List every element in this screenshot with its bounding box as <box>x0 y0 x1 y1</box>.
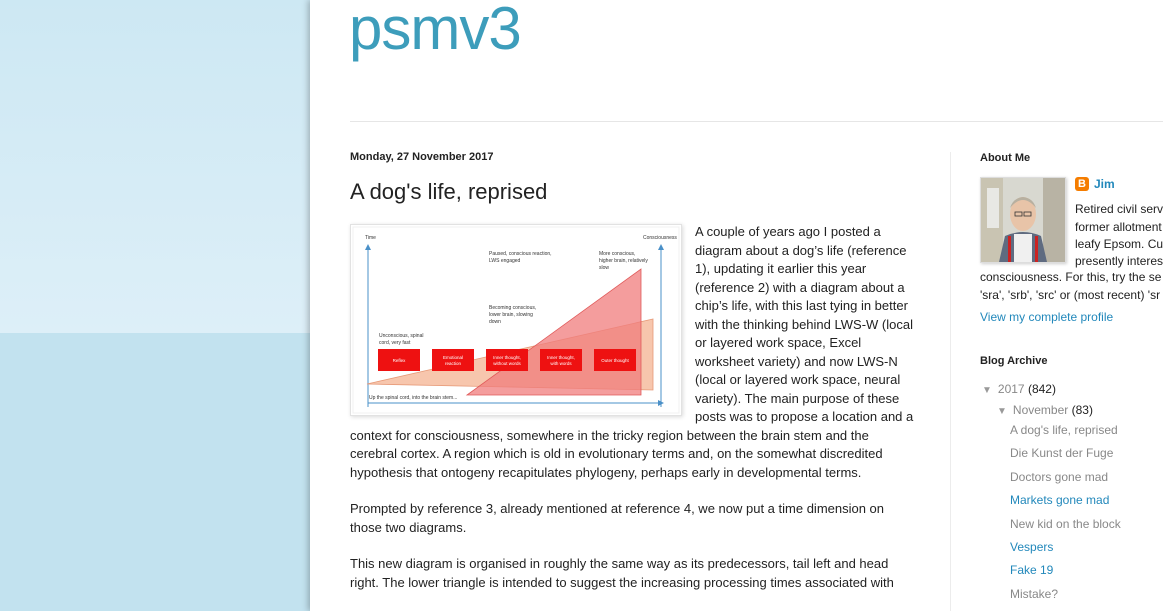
column-divider <box>950 152 951 611</box>
profile-name-link[interactable]: Jim <box>1094 177 1115 191</box>
profile-bio-line: consciousness. For this, try the se <box>980 270 1162 284</box>
unconscious-line1: Unconscious, spinal <box>379 333 424 339</box>
archive-month-link[interactable]: November <box>1012 403 1069 417</box>
becoming-line2: lower brain, slowing <box>489 312 533 318</box>
profile-bio-line: 'sra', 'srb', 'src' or (most recent) 'sr <box>980 288 1161 302</box>
post-date: Monday, 27 November 2017 <box>350 151 494 163</box>
post-title[interactable]: A dog's life, reprised <box>350 179 548 204</box>
archive-post-link[interactable]: Markets gone mad <box>1010 493 1110 507</box>
collapse-triangle-icon[interactable]: ▼ <box>997 406 1007 417</box>
profile-bio-line: Retired civil serv <box>1075 202 1163 216</box>
time-label: Time <box>365 235 376 241</box>
post-paragraph: This new diagram is organised in roughly the same way as its predecessors, tail left and head right. The lower triangle is intended to suggest the increasing processing times associated with <box>350 556 894 590</box>
archive-month-row <box>997 403 1093 417</box>
box-inner-without-line2: without words <box>493 361 521 366</box>
box-inner-without-line1: Inner thought, <box>493 355 521 360</box>
unconscious-line2: cord, very fast <box>379 340 411 346</box>
paused-label-line2: LWS engaged <box>489 258 521 264</box>
blog-archive-heading: Blog Archive <box>980 355 1048 367</box>
profile-bio-line: leafy Epsom. Cu <box>1075 237 1163 251</box>
more-conscious-line2: higher brain, relatively <box>599 258 648 264</box>
post-paragraph: Prompted by reference 3, already mentioned at reference 4, we now put a time dimension on those two diagrams. <box>350 501 885 535</box>
box-inner-thought-with <box>540 349 582 371</box>
consciousness-label: Consciousness <box>643 235 677 241</box>
header-divider <box>350 121 1163 122</box>
box-emotional <box>432 349 474 371</box>
becoming-line3: down <box>489 319 501 325</box>
box-inner-thought-without <box>486 349 528 371</box>
paused-label-line1: Paused, conscious reaction, <box>489 251 552 257</box>
box-inner-with-line1: Inner thought, <box>547 355 575 360</box>
more-conscious-line3: slow <box>599 265 610 271</box>
box-outer-label: Outer thought <box>601 358 629 363</box>
diagram-image[interactable] <box>350 224 682 416</box>
more-conscious-line1: More conscious, <box>599 251 636 257</box>
dogs-life-diagram <box>351 225 681 415</box>
post-paragraph: A couple of years ago I posted a diagram about a dog’s life (reference 1), updating it earlier this year (reference 2) with a diagram about a chip’s life, with this last tying in better with the thinking behind LWS-W (local or layered work space, Excel worksheet variety) and now LWS-N (local or layered work space, neural variety). The main purpose of these posts was to propose a location and a context for consciousness, somewhere in the tricky region between the brain stem and the cerebral cortex. A region which is old in evolutionary terms and, on the somewhat discredited hypothesis that ontogeny recapitulates phylogeny, perhaps early in developmental terms. <box>350 224 914 480</box>
archive-post-link[interactable]: New kid on the block <box>1010 517 1121 531</box>
box-emotional-line1: Emotional <box>442 355 464 360</box>
box-reflex-label: Reflex <box>392 358 406 363</box>
profile-bio-line: presently interes <box>1075 254 1163 268</box>
about-me-heading: About Me <box>980 152 1031 164</box>
blog-title[interactable]: psmv3 <box>349 0 521 62</box>
archive-year-link[interactable]: 2017 <box>997 382 1025 396</box>
archive-post-link[interactable]: Vespers <box>1010 540 1054 554</box>
archive-post-link[interactable]: A dog's life, reprised <box>1010 423 1118 437</box>
post-body <box>350 223 918 610</box>
profile-avatar[interactable] <box>980 177 1066 263</box>
blogger-icon: B <box>1075 177 1089 191</box>
collapse-triangle-icon[interactable]: ▼ <box>982 385 992 396</box>
archive-year-row <box>982 382 1056 396</box>
blog-content <box>310 0 1163 611</box>
archive-year-count: (842) <box>1027 382 1056 396</box>
box-emotional-line2: reaction <box>444 361 462 366</box>
view-profile-link[interactable]: View my complete profile <box>980 310 1114 324</box>
bottom-axis-label: Up the spinal cord, into the brain stem... <box>369 395 458 401</box>
becoming-line1: Becoming conscious, <box>489 305 537 311</box>
archive-month-count: (83) <box>1071 403 1093 417</box>
archive-post-link[interactable]: Mistake? <box>1010 587 1059 601</box>
profile-bio-line: former allotment <box>1075 220 1162 234</box>
profile-photo <box>981 178 1065 262</box>
archive-post-link[interactable]: Doctors gone mad <box>1010 470 1109 484</box>
archive-post-link[interactable]: Die Kunst der Fuge <box>1010 446 1114 460</box>
box-inner-with-line2: with words <box>550 361 572 366</box>
archive-post-link[interactable]: Fake 19 <box>1010 563 1054 577</box>
